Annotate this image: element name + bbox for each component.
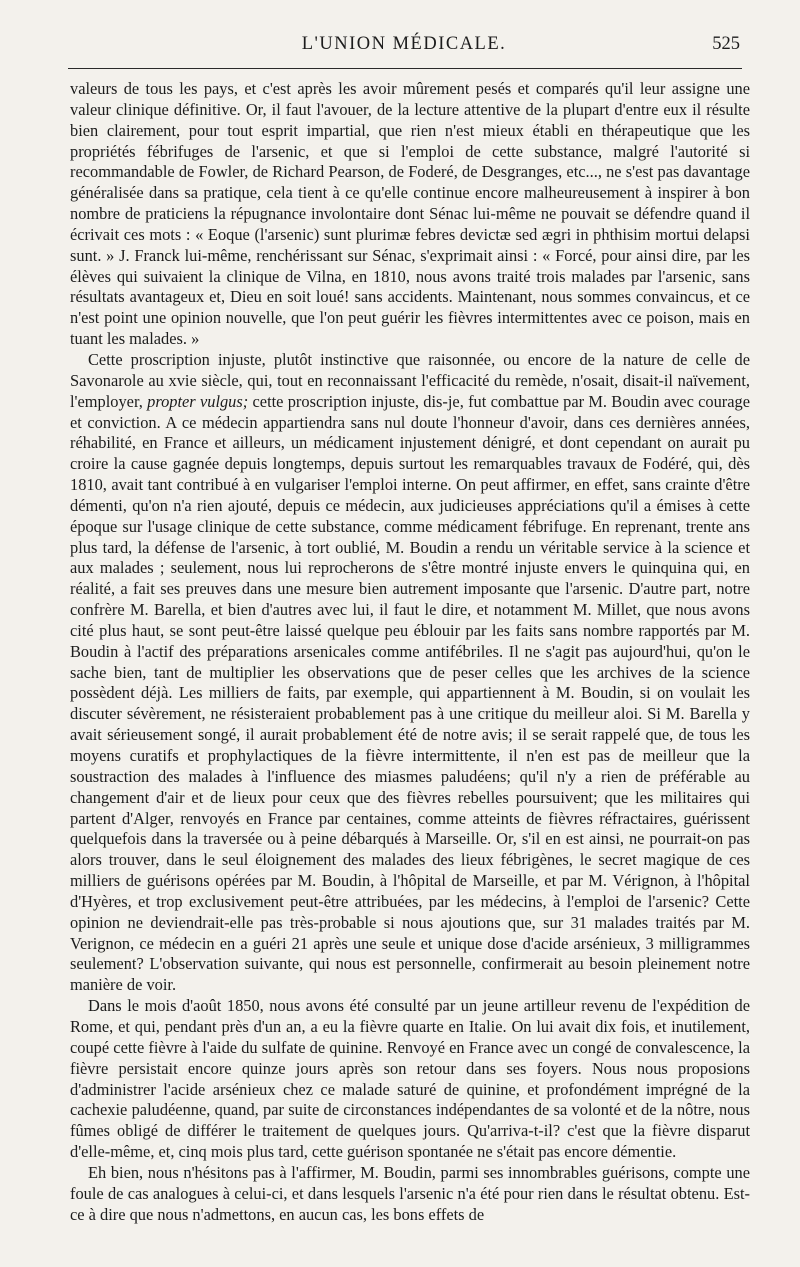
latin-phrase: propter vulgus; <box>147 391 249 411</box>
running-title: L'UNION MÉDICALE. <box>301 34 507 54</box>
page-header <box>68 30 740 64</box>
paragraph-2 <box>70 350 750 996</box>
paragraph-1: valeurs de tous les pays, et c'est après les avoir mûrement pesés et comparés qu'il leur assigne une valeur clinique définitive. Or, il faut l'avouer, de la lecture attentive de la plupart d'entre eux il résulte bien clairement, pour tout esprit impartial, que rien n'est mieux établi en thérapeutique que les propriétés fébrifuges de l'arsenic, et que si l'emploi de cette substance, malgré l'autorité si recommandable de Fowler, de Richard Pearson, de Foderé, de Desgranges, etc..., ne s'est pas davantage généralisée dans sa pratique, cela tient à ce qu'elle continue encore malheureusement à inspirer à bon nombre de praticiens la répugnance involontaire dont Sénac lui-même ne pouvait se défendre quand il écrivait ces mots : « Eoque (l'arsenic) sunt plurimæ febres devictæ sed ægri in phthisim mortui delapsi sunt. » J. Franck lui-même, renchérissant sur Sénac, s'exprimait ainsi : « Forcé, pour ainsi dire, par les élèves qui suivaient la clinique de Vilna, en 1810, nous avons traité trois malades par l'arsenic, sans résultats avantageux et, Dieu en soit loué! sans accidents. Maintenant, nous sommes convaincus, et ce n'est point une opinion nouvelle, que l'on peut guérir les fièvres intermittentes avec ce poison, mais en tuant les malades. » <box>70 79 750 349</box>
paragraph-3: Dans le mois d'août 1850, nous avons été consulté par un jeune artilleur revenu de l'expédition de Rome, et qui, pendant près d'un an, a eu la fièvre quarte en Italie. On lui avait dix fois, et inutilement, coupé cette fièvre à l'aide du sulfate de quinine. Renvoyé en France avec un congé de convalescence, la fièvre persistait encore quinze jours après son retour dans ses foyers. Nous nous proposions d'administrer l'acide arsénieux chez ce malade saturé de quinine, et profondément imprégné de la cachexie paludéenne, quand, par suite de circonstances indépendantes de sa volonté et de la nôtre, nous fûmes obligé de différer le traitement de quelques jours. Qu'arriva-t-il? c'est que la fièvre disparut d'elle-même, et, cinq mois plus tard, cette guérison spontanée ne s'était pas encore démentie. <box>70 996 750 1162</box>
article-body <box>70 79 750 1225</box>
header-rule <box>68 68 742 69</box>
paragraph-2-text-before: Cette proscription injuste, plutôt instinctive que raisonnée, ou encore de la nature de celle de Savonarole au xvie siècle, qui, tout en reconnaissant l'efficacité du remède, n'osait, disait-il naïvement, l'employer, <box>70 349 750 411</box>
page-number: 525 <box>712 34 740 54</box>
paragraph-2-text-after: cette proscription injuste, dis-je, fut combattue par M. Boudin avec courage et conviction. A ce médecin appartiendra sans nul doute l'honneur d'avoir, dans ces dernières années, réhabilité, en France et ailleurs, un médicament injustement dénigré, et dont cependant on aurait pu croire la cause gagnée depuis longtemps, depuis surtout les remarquables travaux de Fodéré, qui, dès 1810, avait tant contribué à en vulgariser l'emploi interne. On peut affirmer, en effet, sans crainte d'être démenti, qu'on n'a rien ajouté, depuis ce médecin, aux judicieuses appréciations qu'il a émises à cette époque sur l'usage clinique de cette substance, comme médicament fébrifuge. En reprenant, trente ans plus tard, la défense de l'arsenic, à tort oublié, M. Boudin a rendu un véritable service à la science et aux malades ; seulement, nous lui reprocherons de s'être montré injuste envers le quinquina qui, en réalité, a fait ses preuves dans une mesure bien autrement imposante que l'arsenic. D'autre part, notre confrère M. Barella, et bien d'autres avec lui, il faut le dire, et notamment M. Millet, que nous avons cité plus haut, se sont peut-être laissé quelque peu éblouir par les faits sans nombre rapportés par M. Boudin à l'actif des préparations arsenicales comme antifébriles. Il ne s'agit pas aujourd'hui, qu'on le sache bien, tant de multiplier les observations que de peser celles que les archives de la science possèdent déjà. Les milliers de faits, par exemple, qui appartiennent à M. Boudin, si on voulait les discuter sévèrement, ne résisteraient probablement pas à une critique du meilleur aloi. Si M. Barella y avait sérieusement songé, il aurait probablement été de notre avis; il se serait rappelé que, de tous les moyens curatifs et prophylactiques de la fièvre intermittente, il n'en est pas de meilleur que la soustraction des malades à l'influence des miasmes paludéens; qu'il n'y a rien de préférable au changement d'air et de lieux pour ceux que des fièvres rebelles poursuivent; que les militaires qui partent d'Alger, renvoyés en France par centaines, comme atteints de fièvres réfractaires, guérissent quelquefois dans la traversée ou à peine débarqués à Marseille. Or, s'il en est ainsi, ne pourrait-on pas alors trouver, dans le seul éloignement des malades des lieux fébrigènes, le secret magique de ces milliers de guérisons opérées par M. Boudin, à l'hôpital de Marseille, et par M. Vérignon, à l'hôpital d'Hyères, et trop exclusivement peut-être attribuées, par les médecins, à l'emploi de l'arsenic? Cette opinion ne deviendrait-elle pas très-probable si nous ajoutions que, sur 31 malades traités par M. Verignon, ce médecin en a guéri 21 après une seule et unique dose d'acide arsénieux, 3 milligrammes seulement? L'observation suivante, qui nous est personnelle, confirmerait au besoin pleinement notre manière de voir. <box>70 391 750 995</box>
paragraph-4: Eh bien, nous n'hésitons pas à l'affirmer, M. Boudin, parmi ses innombrables guérisons, compte une foule de cas analogues à celui-ci, et dans lesquels l'arsenic n'a été pour rien dans le résultat obtenu. Est-ce à dire que nous n'admettons, en aucun cas, les bons effets de <box>70 1162 750 1224</box>
